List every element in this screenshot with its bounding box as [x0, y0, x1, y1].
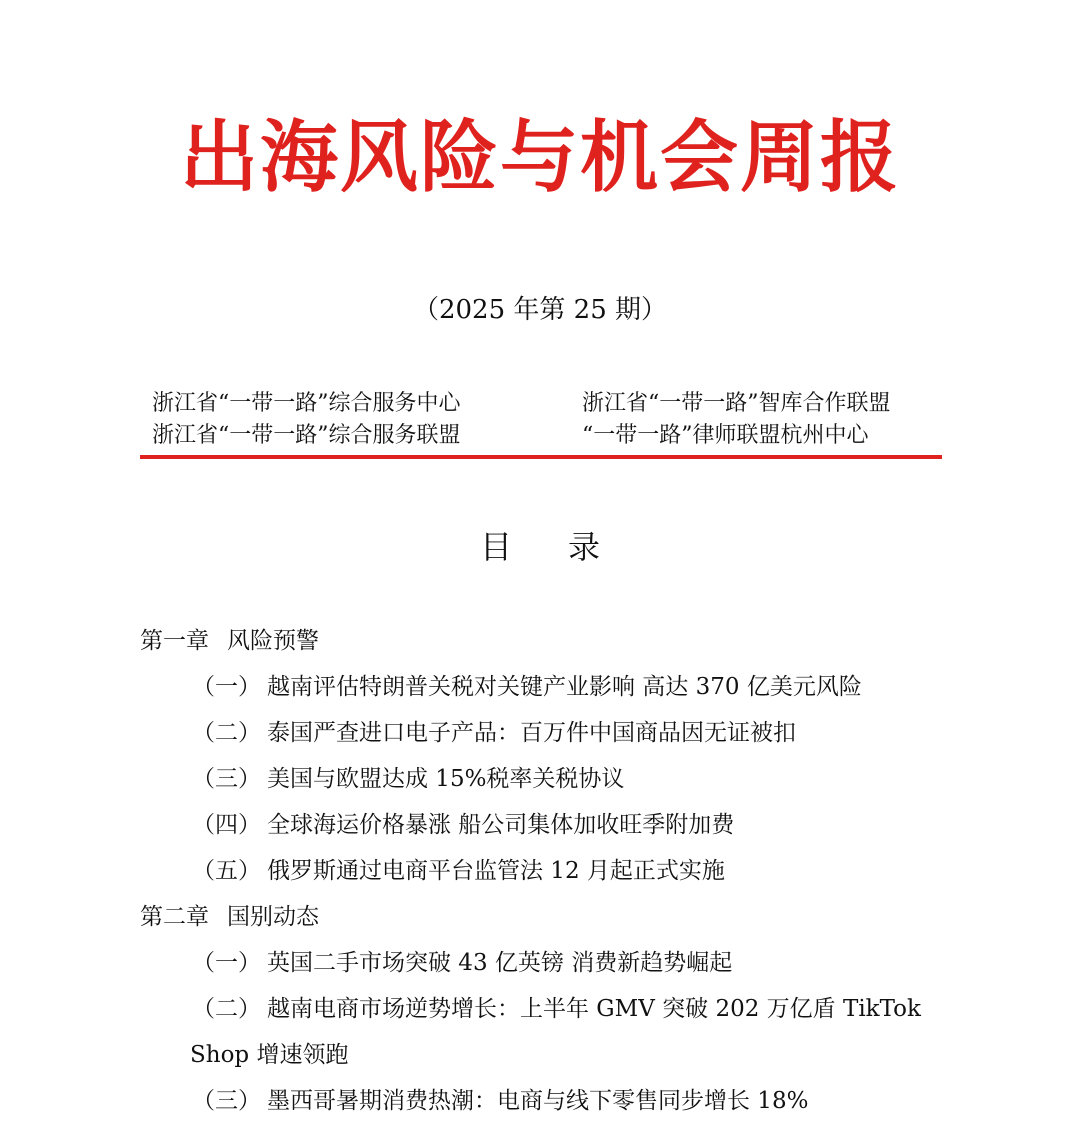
chapter-label: 第二章	[140, 904, 209, 930]
item-number: （五）	[192, 858, 261, 884]
item-text: 越南评估特朗普关税对关键产业影响 高达 370 亿美元风险	[267, 674, 862, 700]
item-text: 英国二手市场突破 43 亿英镑 消费新趋势崛起	[267, 950, 733, 976]
item-text-continuation: Shop 增速领跑	[190, 1042, 349, 1068]
item-text: 全球海运价格暴涨 船公司集体加收旺季附加费	[267, 812, 735, 838]
chapter-name: 风险预警	[227, 628, 319, 654]
toc-item	[140, 664, 950, 710]
item-text: 俄罗斯通过电商平台监管法 12 月起正式实施	[267, 858, 725, 884]
chapter-label: 第一章	[140, 628, 209, 654]
item-number: （二）	[192, 720, 261, 746]
red-divider	[140, 455, 942, 459]
item-number: （三）	[192, 1088, 261, 1114]
toc-item	[140, 756, 950, 802]
item-number: （二）	[192, 996, 261, 1022]
report-title: 出海风险与机会周报	[179, 112, 900, 203]
chapter-name: 国别动态	[227, 904, 319, 930]
item-text: 泰国严查进口电子产品：百万件中国商品因无证被扣	[267, 720, 796, 746]
issuer-line: “一带一路”律师联盟杭州中心	[582, 423, 869, 448]
chapter-heading	[140, 618, 950, 664]
item-number: （一）	[192, 950, 261, 976]
item-number: （四）	[192, 812, 261, 838]
toc-item	[140, 1078, 950, 1124]
toc-item	[140, 986, 950, 1078]
item-number: （一）	[192, 674, 261, 700]
issuers-right	[582, 388, 891, 452]
item-text: 墨西哥暑期消费热潮：电商与线下零售同步增长 18%	[267, 1088, 809, 1114]
item-text: 越南电商市场逆势增长：上半年 GMV 突破 202 万亿盾 TikTok	[267, 996, 921, 1022]
toc-item	[140, 848, 950, 894]
toc-item	[140, 802, 950, 848]
issuer-line: 浙江省“一带一路”综合服务中心	[152, 391, 461, 416]
item-text: 美国与欧盟达成 15%税率关税协议	[267, 766, 625, 792]
table-of-contents	[140, 618, 950, 1124]
toc-item	[140, 710, 950, 756]
issuers-left	[152, 388, 461, 452]
issue-number: （2025 年第 25 期）	[412, 295, 668, 325]
toc-title-char: 目	[479, 528, 512, 566]
issuer-line: 浙江省“一带一路”智库合作联盟	[582, 391, 891, 416]
chapter-heading	[140, 894, 950, 940]
toc-title-char: 录	[568, 528, 601, 566]
item-number: （三）	[192, 766, 261, 792]
issuer-line: 浙江省“一带一路”综合服务联盟	[152, 423, 461, 448]
toc-item	[140, 940, 950, 986]
toc-title	[0, 525, 1080, 569]
